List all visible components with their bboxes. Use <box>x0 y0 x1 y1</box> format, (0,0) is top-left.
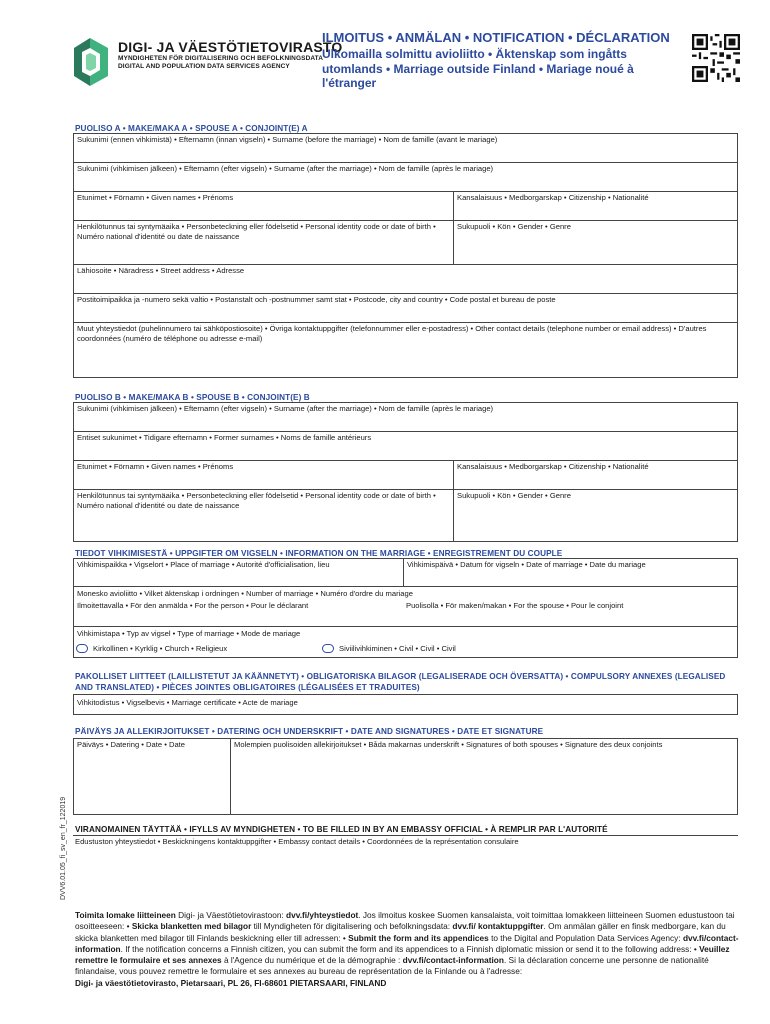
embassy-contact-field[interactable]: Edustuston yhteystiedot • Beskickningens kontaktuppgifter • Embassy contact details • Coordonnées de la représentation consulaire <box>75 837 519 846</box>
footer-fr-bold: Veuillez remettre le formulaire et ses annexes <box>75 943 730 966</box>
spouse-a-given-names-field[interactable]: Etunimet • Förnamn • Given names • Prénoms <box>77 193 234 202</box>
footer-sv-text-2: . Om anmälan gäller en finsk medborgare, kan du skicka blanketten med bilagor till Finlands beskickning eller till adressen: • <box>75 921 726 943</box>
footer-fr-text: à l'Agence du numérique et de la démographie : <box>221 955 403 966</box>
spouse-b-citizenship-field[interactable]: Kansalaisuus • Medborgarskap • Citizenship • Nationalité <box>453 461 737 489</box>
authority-grid <box>73 835 738 896</box>
signature-date-field[interactable]: Päiväys • Datering • Date • Date <box>77 740 186 749</box>
footer-fr-text-2: . Si la déclaration concerne une personne de nationalité finlandaise, vous pouvez remettre le formulaire et ses annexes au bureau de représentation de la Finlande ou à l'adresse: <box>75 955 709 977</box>
spouse-b-former-surnames-field[interactable]: Entiset sukunimet • Tidigare efternamn • Former surnames • Noms de famille antérieurs <box>77 433 372 442</box>
spouse-a-citizenship-field[interactable]: Kansalaisuus • Medborgarskap • Citizenship • Nationalité <box>453 192 737 220</box>
civil-label: Siviilivihkiminen • Civil • Civil • Civil <box>339 644 456 653</box>
spouse-a-surname-after-field[interactable]: Sukunimi (vihkimisen jälkeen) • Efternamn (efter vigseln) • Surname (after the marriage) • Nom de famille (après le mariage) <box>77 164 494 173</box>
footer-en-bold: Submit the form and its appendices <box>348 932 489 943</box>
marriage-type-church-option[interactable] <box>74 644 320 653</box>
marriage-number-label: Monesko avioliitto • Vilket äktenskap i ordningen • Number of marriage • Numéro d'ordre du mariage <box>77 589 413 598</box>
form-header <box>72 30 740 110</box>
spouse-a-street-field[interactable]: Lähiosoite • Näradress • Street address • Adresse <box>77 266 245 275</box>
form-title-block <box>322 30 682 91</box>
spouses-signatures-field[interactable]: Molempien puolisoiden allekirjoitukset • Båda makarnas underskrift • Signatures of both spouses • Signature des deux conjoints <box>230 739 737 814</box>
spouse-a-postcode-field[interactable]: Postitoimipaikka ja -numero sekä valtio • Postanstalt och -postnummer samt stat • Postcode, city and country • Code postal et bureau de poste <box>77 295 556 304</box>
form-title: ILMOITUS • ANMÄLAN • NOTIFICATION • DÉCLARATION <box>322 30 670 45</box>
marriage-number-spouse-field[interactable]: Puolisolla • För maken/makan • For the spouse • Pour le conjoint <box>406 601 624 610</box>
authority-title: VIRANOMAINEN TÄYTTÄÄ • IFYLLS AV MYNDIGHETEN • TO BE FILLED IN BY AN EMBASSY OFFICIAL • À REMPLIR PAR L'AUTORITÉ <box>75 825 608 834</box>
agency-logo-icon <box>72 34 110 90</box>
marriage-type-civil-option[interactable] <box>320 644 456 653</box>
form-code: DVV6.01.05_fi_sv_en_fr_122019 <box>60 796 67 900</box>
agency-name-sv: MYNDIGHETEN FÖR DIGITALISERING OCH BEFOLKNINGSDATA <box>118 55 324 62</box>
annexes-grid <box>73 694 738 715</box>
marriage-type-label: Vihkimistapa • Typ av vigsel • Type of marriage • Mode de mariage <box>77 629 301 638</box>
civil-radio-icon[interactable] <box>322 644 334 653</box>
spouse-a-gender-field[interactable]: Sukupuoli • Kön • Gender • Genre <box>453 221 737 264</box>
footer-sv-link[interactable]: dvv.fi/ kontaktuppgifter <box>452 921 544 932</box>
signatures-grid <box>73 738 738 815</box>
spouse-b-gender-field[interactable]: Sukupuoli • Kön • Gender • Genre <box>453 490 737 541</box>
footer-en-text-2: . If the notification concerns a Finnish citizen, you can submit the form and its appendices to a Finnish diplomatic mission or send it to the following address: • <box>120 943 700 954</box>
spouse-a-id-code-field[interactable]: Henkilötunnus tai syntymäaika • Personbeteckning eller födelsetid • Personal identity code or date of birth • Numéro national d'identité ou date de naissance <box>77 222 436 241</box>
footer-fi-text: Digi- ja Väestötietovirastoon: <box>175 910 287 920</box>
footer-sv-text: till Myndigheten för digitalisering och befolkningsdata: <box>251 921 453 932</box>
footer-sv-bold: Skicka blanketten med bilagor <box>131 921 252 932</box>
marriage-place-field[interactable]: Vihkimispaikka • Vigselort • Place of marriage • Autorité d'officialisation, lieu <box>77 560 330 569</box>
marriage-title: TIEDOT VIHKIMISESTÄ • UPPGIFTER OM VIGSELN • INFORMATION ON THE MARRIAGE • ENREGISTREMENT DU COUPLE <box>75 549 563 558</box>
agency-address: Digi- ja väestötietovirasto, Pietarsaari, PL 26, FI-68601 PIETARSAARI, FINLAND <box>75 977 387 988</box>
agency-name-en: DIGITAL AND POPULATION DATA SERVICES AGENCY <box>118 63 290 70</box>
footer-en-link[interactable]: dvv.fi/contact-information <box>75 932 739 954</box>
marriage-grid <box>73 558 738 658</box>
submission-instructions <box>75 910 740 989</box>
spouse-b-id-code-field[interactable]: Henkilötunnus tai syntymäaika • Personbeteckning eller födelsetid • Personal identity code or date of birth • Numéro national d'identité ou date de naissance <box>77 491 436 510</box>
form-subtitle: Ulkomailla solmittu avioliitto • Äktenskap som ingåtts utomlands • Marriage outside Finland • Mariage noué à l'étranger <box>322 47 634 90</box>
footer-fi-bold: Toimita lomake liitteineen <box>75 910 176 920</box>
spouse-b-surname-after-field[interactable]: Sukunimi (vihkimisen jälkeen) • Efternamn (efter vigseln) • Surname (after the marriage) • Nom de famille (après le mariage) <box>77 404 494 413</box>
church-label: Kirkollinen • Kyrklig • Church • Religieux <box>93 644 228 653</box>
spouse-a-contact-field[interactable]: Muut yhteystiedot (puhelinnumero tai sähköpostiosoite) • Övriga kontaktuppgifter (telefonnummer eller e-postadress) • Other contact details (telephone number or email address) • D'autres coordonnées (numéro de téléphone ou adresse e-mail) <box>77 324 707 343</box>
agency-name: DIGI- JA VÄESTÖTIETOVIRASTO <box>118 39 343 55</box>
marriage-certificate-item: Vihkitodistus • Vigselbevis • Marriage certificate • Acte de mariage <box>77 698 298 707</box>
church-radio-icon[interactable] <box>76 644 88 653</box>
footer-en-text: to the Digital and Population Data Services Agency: <box>488 932 683 943</box>
spouse-a-surname-before-field[interactable]: Sukunimi (ennen vihkimistä) • Efternamn (innan vigseln) • Surname (before the marriage) • Nom de famille (avant le mariage) <box>77 135 498 144</box>
footer-fi-link[interactable]: dvv.fi/yhteystiedot <box>286 910 359 920</box>
spouse-b-grid <box>73 402 738 542</box>
qr-code-icon <box>692 34 740 82</box>
spouse-a-title: PUOLISO A • MAKE/MAKA A • SPOUSE A • CONJOINT(E) A <box>75 124 308 133</box>
spouse-b-given-names-field[interactable]: Etunimet • Förnamn • Given names • Prénoms <box>77 462 234 471</box>
marriage-date-field[interactable]: Vihkimispäivä • Datum för vigseln • Date of marriage • Date du mariage <box>403 559 737 586</box>
agency-logo-text <box>118 39 343 71</box>
signatures-title: PÄIVÄYS JA ALLEKIRJOITUKSET • DATERING OCH UNDERSKRIFT • DATE AND SIGNATURES • DATE ET SIGNATURE <box>75 727 544 736</box>
spouse-a-grid <box>73 133 738 378</box>
footer-fr-link[interactable]: dvv.fi/contact-information <box>402 955 504 966</box>
annexes-title: PAKOLLISET LIITTEET (LAILLISTETUT JA KÄÄNNETYT) • OBLIGATORISKA BILAGOR (LEGALISERADE OCH ÖVERSATTA) • COMPULSORY ANNEXES (LEGALISED AND TRANSLATED) • PIÈCES JOINTES OBLIGATOIRES (LÉGALISÉES ET TRADUITES) <box>75 672 726 692</box>
footer-fi-text-2: . Jos ilmoitus koskee Suomen kansalaista, voit toimittaa lomakkeen liitteineen Suomen edustustoon tai osoitteeseen: • <box>75 910 735 932</box>
spouse-b-title: PUOLISO B • MAKE/MAKA B • SPOUSE B • CONJOINT(E) B <box>75 393 310 402</box>
marriage-number-notifier-field[interactable]: Ilmoitettavalla • För den anmälda • For the person • Pour le déclarant <box>77 601 309 610</box>
